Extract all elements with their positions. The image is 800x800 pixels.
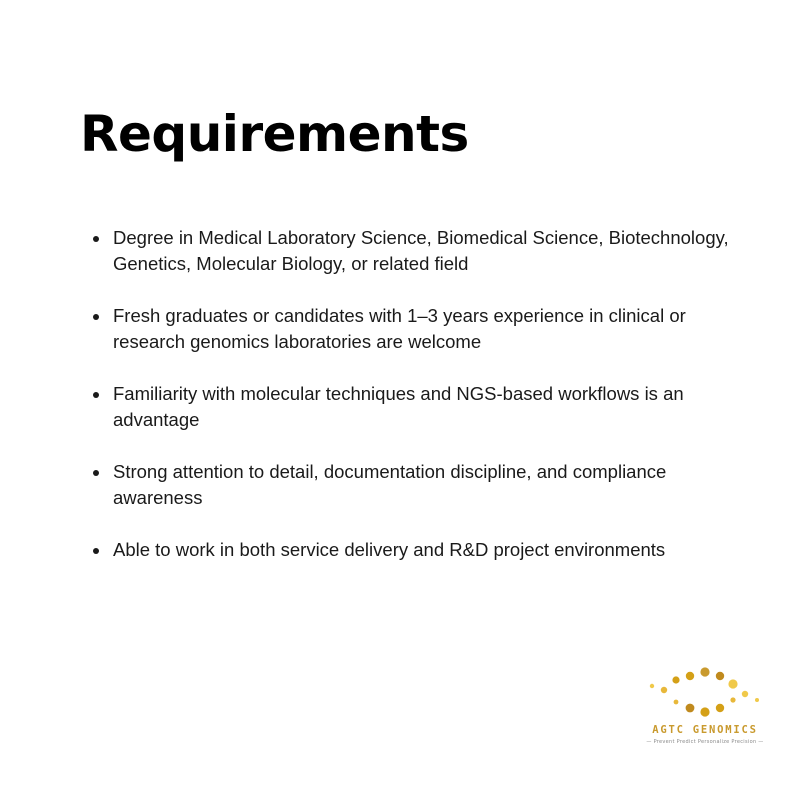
bullet-icon [93,236,99,242]
requirement-text: Fresh graduates or candidates with 1–3 years experience in clinical or research genomics laboratories are welcome [113,305,686,352]
list-item [93,225,743,277]
bullet-icon [93,470,99,476]
dna-helix-icon [640,660,770,722]
bullet-icon [93,392,99,398]
bullet-icon [93,548,99,554]
requirements-list [93,225,743,589]
logo-text: AGTC GENOMICS [652,724,758,736]
requirement-text: Strong attention to detail, documentation discipline, and compliance awareness [113,461,667,508]
requirement-text: Able to work in both service delivery and R&D project environments [113,539,666,560]
company-logo [640,660,770,750]
logo-tagline: — Prevent Predict Personalize Precision — [646,739,764,745]
list-item [93,381,743,433]
requirement-text: Degree in Medical Laboratory Science, Biomedical Science, Biotechnology, Genetics, Molecular Biology, or related field [113,227,729,274]
list-item [93,537,743,563]
list-item [93,459,743,511]
bullet-icon [93,314,99,320]
page-title: Requirements [80,105,469,163]
requirement-text: Familiarity with molecular techniques and NGS-based workflows is an advantage [113,383,684,430]
list-item [93,303,743,355]
